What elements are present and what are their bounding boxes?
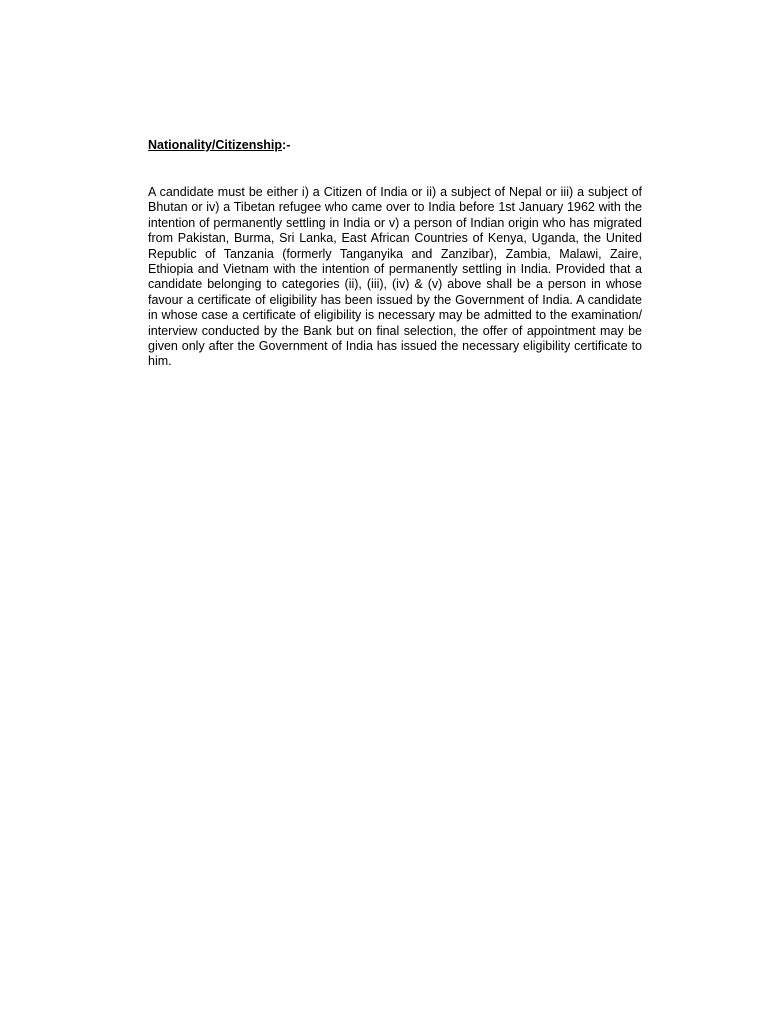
nationality-paragraph: A candidate must be either i) a Citizen of India or ii) a subject of Nepal or iii) a subject of Bhutan or iv) a Tibetan refugee who came over to India before 1st January 1962 with the intention of permanently settling in India or v) a person of Indian origin who has migrated from Pakistan, Burma, Sri Lanka, East African Countries of Kenya, Uganda, the United Republic of Tanzania (formerly Tanganyika and Zanzibar), Zambia, Malawi, Zaire, Ethiopia and Vietnam with the intention of permanently settling in India. Provided that a candidate belonging to categories (ii), (iii), (iv) & (v) above shall be a person in whose favour a certificate of eligibility has been issued by the Government of India. A candidate in whose case a certificate of eligibility is necessary may be admitted to the examination/ interview conducted by the Bank but on final selection, the offer of appointment may be given only after the Government of India has issued the necessary eligibility certificate to him. [148, 185, 642, 369]
section-heading [148, 137, 290, 153]
section-heading-suffix: :- [282, 138, 291, 152]
section-heading-label: Nationality/Citizenship [148, 138, 283, 152]
